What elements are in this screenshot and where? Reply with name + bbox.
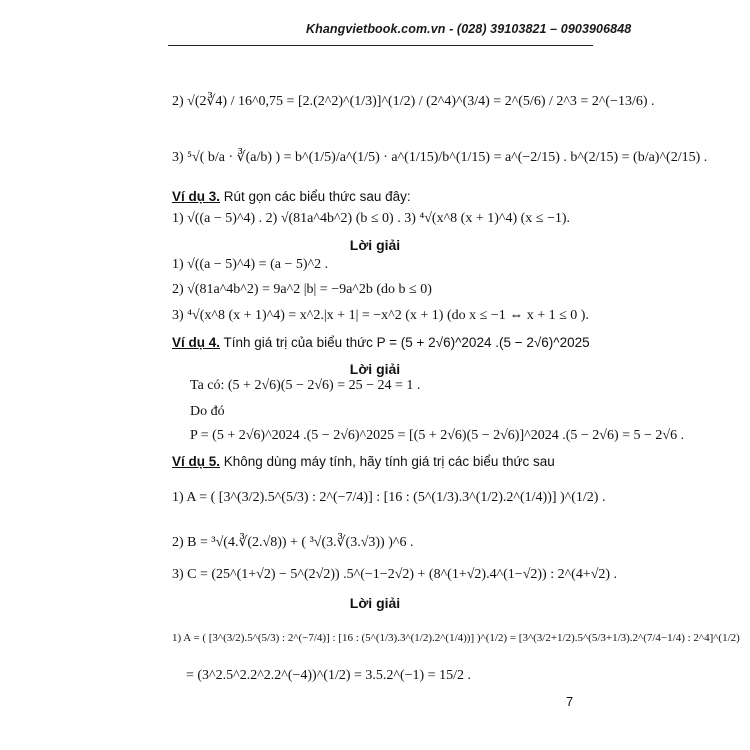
solution-4-line2: Do đó <box>190 404 225 419</box>
example-5-label: Ví dụ 5. <box>172 454 221 469</box>
example-4-label: Ví dụ 4. <box>172 335 221 350</box>
example-5-item1: 1) A = ( [3^(3/2).5^(5/3) : 2^(−7/4)] : [16 : (5^(1/3).3^(1/2).2^(1/4))] )^(1/2) . <box>172 490 606 505</box>
solution-4-line3: P = (5 + 2√6)^2024 .(5 − 2√6)^2025 = [(5 + 2√6)(5 − 2√6)]^2024 .(5 − 2√6) = 5 − 2√6 . <box>190 428 685 443</box>
solution-5-line1: 1) A = ( [3^(3/2).5^(5/3) : 2^(−7/4)] : [16 : (5^(1/3).3^(1/2).2^(1/4))] )^(1/2) = [3^(3/2+1/2).5^(5/3+1/3).2^(7/4−1/4) : 2^4]^(1/2) <box>172 632 740 644</box>
example-5-item2: 2) B = ³√(4.∛(2.√8)) + ( ³√(3.∛(3.√3)) )^6 . <box>172 535 414 550</box>
solution-heading-5: Lời giải <box>349 595 401 611</box>
example-3-text: Rút gọn các biểu thức sau đây: <box>220 189 411 204</box>
solution-3-item2: 2) √(81a^4b^2) = 9a^2 |b| = −9a^2b (do b ≤ 0) <box>172 282 432 297</box>
line-example2-item2: 2) √(2∛4) / 16^0,75 = [2.(2^2)^(1/3)]^(1/2) / (2^4)^(3/4) = 2^(5/6) / 2^3 = 2^(−13/6) . <box>172 94 655 109</box>
example-3-items: 1) √((a − 5)^4) . 2) √(81a^4b^2) (b ≤ 0) . 3) ⁴√(x^8 (x + 1)^4) (x ≤ −1). <box>172 211 571 226</box>
header-divider <box>168 45 593 46</box>
solution-heading-4: Lời giải <box>349 361 401 377</box>
line-example2-item3: 3) ⁵√( b/a · ∛(a/b) ) = b^(1/5)/a^(1/5) · a^(1/15)/b^(1/15) = a^(−2/15) . b^(2/15) = (b/a)^(2/15) . <box>172 150 708 165</box>
solution-heading-3: Lời giải <box>349 237 401 253</box>
example-3-label: Ví dụ 3. <box>172 189 221 204</box>
solution-5-line2: = (3^2.5^2.2^2.2^(−4))^(1/2) = 3.5.2^(−1) = 15/2 . <box>186 668 471 683</box>
example-4-text: Tính giá trị của biểu thức P = (5 + 2√6)^2024 .(5 − 2√6)^2025 <box>220 335 590 350</box>
example-4-title <box>172 335 590 351</box>
page-number: 7 <box>566 694 574 709</box>
example-3-title <box>172 189 411 205</box>
example-5-text: Không dùng máy tính, hãy tính giá trị các biểu thức sau <box>220 454 555 469</box>
example-5-item3: 3) C = (25^(1+√2) − 5^(2√2)) .5^(−1−2√2) + (8^(1+√2).4^(1−√2)) : 2^(4+√2) . <box>172 567 618 582</box>
solution-3-item3: 3) ⁴√(x^8 (x + 1)^4) = x^2.|x + 1| = −x^2 (x + 1) (do x ≤ −1 ⇔ x + 1 ≤ 0 ). <box>172 308 589 323</box>
solution-3-item1: 1) √((a − 5)^4) = (a − 5)^2 . <box>172 257 329 272</box>
example-5-title <box>172 454 555 470</box>
page-header: Khangvietbook.com.vn - (028) 39103821 – 0903906848 <box>306 22 632 36</box>
solution-4-line1: Ta có: (5 + 2√6)(5 − 2√6) = 25 − 24 = 1 . <box>190 378 421 393</box>
